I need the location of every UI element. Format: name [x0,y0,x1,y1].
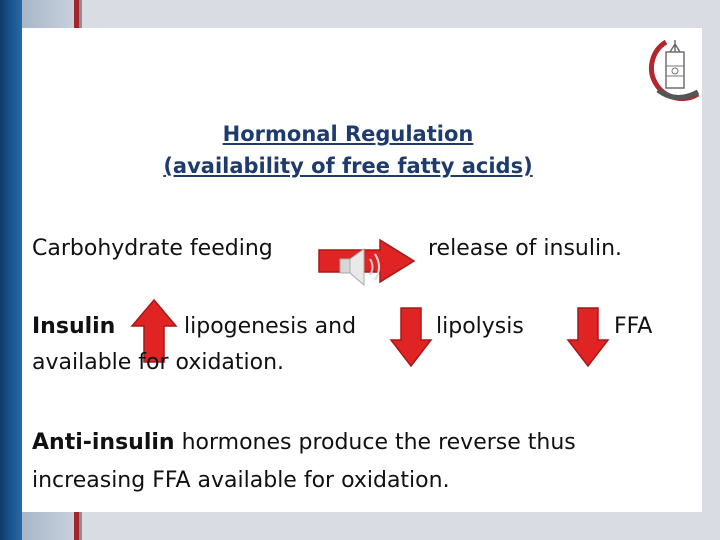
arrow-down-icon [566,306,610,368]
university-emblem [636,36,710,110]
release-insulin-text: release of insulin. [428,236,623,261]
anti-insulin-rest: hormones produce the reverse thus [174,430,576,455]
slide-title [0,118,696,182]
insulin-label: Insulin [32,314,116,339]
title-line-2: (availability of free fatty acids) [163,154,533,178]
title-line-1: Hormonal Regulation [222,122,474,146]
carbohydrate-feeding-text: Carbohydrate feeding [32,236,273,261]
speaker-icon [334,244,386,290]
ffa-text: FFA [614,314,653,339]
lipolysis-text: lipolysis [436,314,524,339]
left-blue-stripe [0,0,22,540]
available-oxidation-text: available for oxidation. [32,350,285,375]
anti-insulin-line-2: increasing FFA available for oxidation. [32,468,450,493]
lipogenesis-text: lipogenesis and [184,314,357,339]
anti-insulin-lead: Anti-insulin [32,430,175,455]
arrow-down-icon [389,306,433,368]
anti-insulin-line-1 [32,430,576,455]
